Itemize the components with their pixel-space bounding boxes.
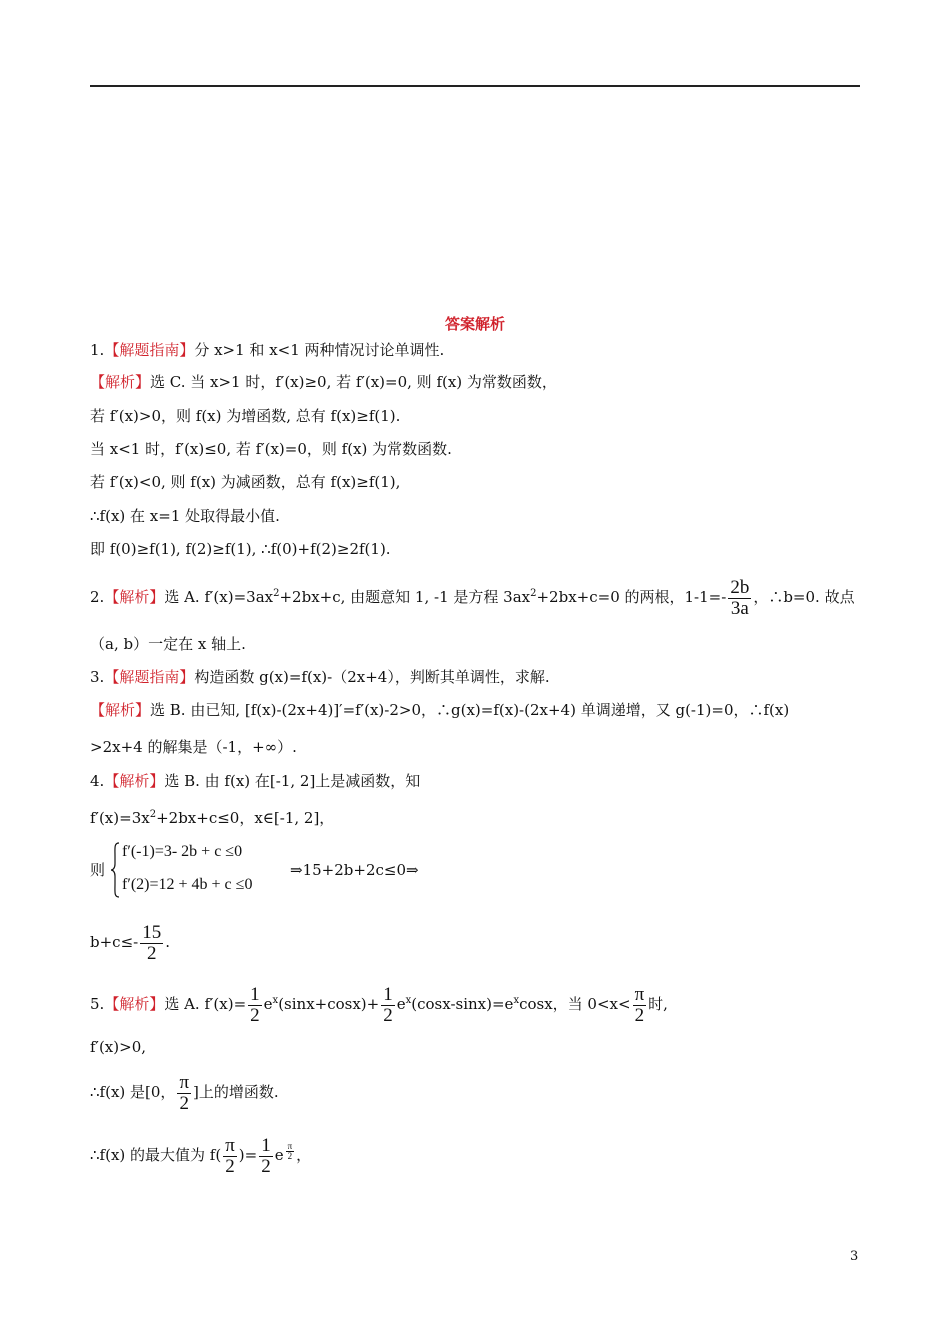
header-rule — [90, 85, 860, 87]
q5-two-2: 2 — [179, 1092, 189, 1114]
q5-pi-half-3 — [223, 1136, 237, 1177]
q3-analysis-tag: 【解析】 — [90, 701, 151, 719]
q5-half-1-num: 1 — [250, 983, 260, 1005]
q4-line-4 — [90, 918, 170, 966]
q5-half-1 — [248, 985, 262, 1026]
q5-line-4 — [90, 1128, 311, 1179]
q4-text-2a: f′(x)=3x — [90, 809, 150, 827]
q4-sup: 2 — [149, 809, 157, 820]
q3-guide-text: 构造函数 g(x)=f(x)-（2x+4），判断其单调性，求解. — [194, 668, 550, 686]
q5-analysis-tag: 【解析】 — [104, 995, 165, 1013]
q5-exp-pi: π — [287, 1140, 293, 1151]
q1-line-2: 若 f′(x)>0，则 f(x) 为增函数, 总有 f(x)≥f(1). — [90, 407, 401, 425]
q2-number: 2. — [90, 588, 105, 606]
q5-number: 5. — [90, 995, 105, 1013]
q4-line-2 — [90, 805, 334, 828]
q5-text-4b: )= — [238, 1146, 258, 1164]
q5-text-b: (sinx+cosx)+ — [278, 995, 380, 1013]
q1-line-1: 选 C. 当 x>1 时，f′(x)≥0, 若 f′(x)=0, 则 f(x) 为常数函数， — [150, 373, 557, 391]
q2-fraction — [728, 578, 751, 619]
q5-pi-2: π — [179, 1071, 190, 1093]
q5-pi-half-2 — [177, 1073, 191, 1114]
q2-sup-1: 2 — [273, 588, 280, 599]
q5-e-1: e — [263, 995, 273, 1013]
q2-text-a: 选 A. f′(x)=3ax — [164, 588, 274, 606]
q4-number: 4. — [90, 772, 105, 790]
q5-sup-2: x — [405, 995, 412, 1006]
q5-e-3: e — [274, 1146, 284, 1164]
q1-analysis-tag: 【解析】 — [90, 373, 151, 391]
q2-frac-num: 2b — [730, 576, 750, 598]
q1-analysis-line-1 — [90, 372, 557, 392]
q5-pi-3: π — [225, 1134, 235, 1156]
q2-analysis-tag: 【解析】 — [104, 588, 165, 606]
q2-sup-2: 2 — [530, 588, 537, 599]
q5-half-3-num: 1 — [261, 1134, 271, 1156]
q3-guide-tag: 【解题指南】 — [104, 668, 195, 686]
q4-text-4b: . — [165, 933, 170, 951]
q5-line-3 — [90, 1068, 279, 1116]
q2-text-d: ，∴b=0. 故点 — [753, 588, 855, 606]
q4-text-1: 选 B. 由 f(x) 在[-1, 2]上是减函数，知 — [164, 772, 421, 790]
q5-half-3-den: 2 — [261, 1155, 271, 1177]
q5-half-2-num: 1 — [383, 983, 393, 1005]
q5-half-1-den: 2 — [250, 1004, 260, 1026]
q5-text-e: 时, — [648, 995, 668, 1013]
q5-line-1 — [90, 977, 668, 1028]
q4-analysis-tag: 【解析】 — [104, 772, 165, 790]
q1-line-6: 即 f(0)≥f(1), f(2)≥f(1), ∴f(0)+f(2)≥2f(1). — [90, 540, 391, 558]
q1-line-4: 若 f′(x)<0, 则 f(x) 为减函数，总有 f(x)≥f(1), — [90, 473, 401, 491]
q3-guide-line — [90, 667, 550, 687]
q5-pi-half-1 — [633, 985, 647, 1026]
q5-two-3: 2 — [225, 1155, 235, 1177]
q4-system-line-1: f′(-1)=3- 2b + c ≤0 — [122, 843, 243, 860]
q4-text-4a: b+c≤- — [90, 933, 139, 951]
q5-text-3b: ]上的增函数. — [193, 1083, 279, 1101]
q5-two-1: 2 — [634, 1004, 645, 1026]
q1-line-5: ∴f(x) 在 x=1 处取得最小值. — [90, 507, 280, 525]
q3-line-2: >2x+4 的解集是（-1，+∞）. — [90, 738, 297, 756]
q5-text-3a: ∴f(x) 是[0， — [90, 1083, 176, 1101]
q2-text-c: +2bx+c=0 的两根，1-1=- — [536, 588, 727, 606]
q5-half-3 — [259, 1136, 273, 1177]
q2-frac-den: 3a — [730, 597, 749, 619]
q3-analysis-line-1 — [90, 700, 789, 720]
q4-frac-num: 15 — [142, 921, 162, 943]
q5-pi-1: π — [634, 983, 645, 1005]
q5-sup-3: x — [513, 995, 520, 1006]
q5-exp-frac — [284, 1140, 297, 1161]
q1-line-3: 当 x<1 时，f′(x)≤0, 若 f′(x)=0，则 f(x) 为常数函数. — [90, 440, 452, 458]
q5-text-c: (cosx-sinx)=e — [411, 995, 514, 1013]
q4-system-line-2: f′(2)=12 + 4b + c ≤0 — [122, 876, 253, 893]
q1-guide-line — [90, 340, 444, 360]
q1-guide-tag: 【解题指南】 — [104, 341, 195, 359]
q5-text-a: 选 A. f′(x)= — [164, 995, 247, 1013]
q1-guide-text: 分 x>1 和 x<1 两种情况讨论单调性. — [194, 341, 445, 359]
q5-exp-two: 2 — [287, 1151, 293, 1161]
q5-text-d: cosx，当 0<x< — [519, 995, 631, 1013]
q5-text-4c: ， — [296, 1146, 312, 1164]
q4-text-2b: +2bx+c≤0，x∈[-1, 2]， — [156, 809, 335, 827]
q5-sup-1: x — [272, 995, 279, 1006]
q5-half-2 — [381, 985, 395, 1026]
q4-line-1 — [90, 771, 420, 791]
q5-e-2: e — [396, 995, 406, 1013]
q4-then: 则 — [90, 861, 106, 879]
q2-text-b: +2bx+c, 由题意知 1, -1 是方程 3ax — [279, 588, 531, 606]
q4-implies: ⇒15+2b+2c≤0⇒ — [290, 861, 419, 879]
q4-frac-den: 2 — [146, 942, 157, 964]
q5-half-2-den: 2 — [383, 1004, 393, 1026]
q2-line-1 — [90, 570, 855, 621]
page-title: 答案解析 — [444, 315, 505, 333]
q3-line-1: 选 B. 由已知, [f(x)-(2x+4)]′=f′(x)-2>0，∴g(x)=f(x)-(2x+4) 单调递增，又 g(-1)=0，∴f(x) — [150, 701, 790, 719]
q4-left-brace — [110, 842, 120, 898]
q3-number: 3. — [90, 668, 105, 686]
q5-line-2: f′(x)>0, — [90, 1038, 147, 1056]
q1-number: 1. — [90, 341, 105, 359]
q5-text-4a: ∴f(x) 的最大值为 f( — [90, 1146, 222, 1164]
q2-line-2: （a, b）一定在 x 轴上. — [90, 635, 246, 653]
page-number: 3 — [850, 1249, 859, 1264]
q4-fraction — [140, 923, 163, 964]
